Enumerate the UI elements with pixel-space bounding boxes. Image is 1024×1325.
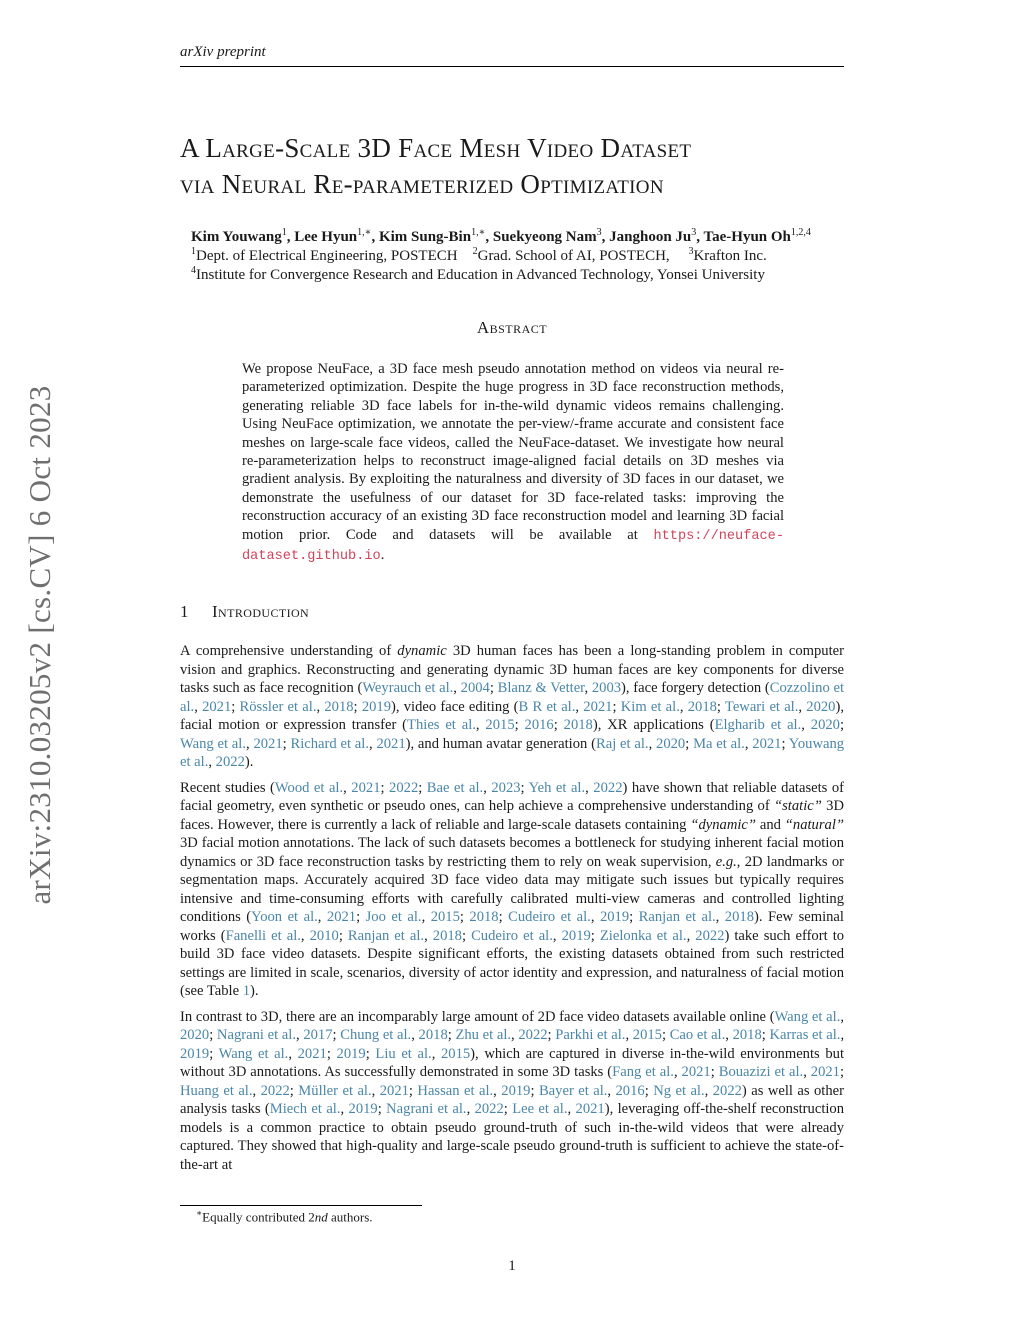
introduction-body: [180, 642, 844, 1181]
body-text: ,: [493, 1082, 502, 1099]
page-number: 1: [508, 1258, 516, 1274]
affiliation: Grad. School of AI, POSTECH,: [477, 248, 670, 264]
body-text: ;: [530, 1082, 539, 1099]
citation-link[interactable]: Karras et al.: [769, 1027, 841, 1043]
citation-link[interactable]: Bae et al.: [426, 779, 484, 796]
citation-link[interactable]: B R et al.: [518, 698, 576, 715]
citation-link[interactable]: Cozzolino et al.: [180, 680, 845, 715]
affil-mark: 2: [472, 246, 478, 257]
body-text: ,: [575, 698, 584, 715]
author-block: [191, 228, 891, 285]
body-text: ;: [356, 909, 366, 925]
author-affil-mark: 1,∗: [471, 227, 486, 238]
running-header: arXiv preprint: [180, 44, 266, 60]
body-text: ,: [715, 909, 725, 925]
citation-link[interactable]: 2022: [215, 754, 245, 770]
body-text: ,: [288, 1045, 298, 1062]
body-text: 3D faces. However, there is currently a lack of reliable and large-scale datasets containing: [180, 798, 844, 833]
citation-link[interactable]: 2021: [752, 735, 782, 752]
body-text: ,: [368, 735, 377, 752]
citation-link[interactable]: 2022: [260, 1082, 290, 1099]
footnote: [196, 1208, 373, 1225]
affil-mark: 3: [688, 246, 694, 257]
body-text: ,: [252, 1082, 261, 1099]
citation-link[interactable]: Joo et al.: [365, 909, 422, 925]
body-text: ;: [761, 1027, 770, 1043]
citation-link[interactable]: Zhu et al.: [455, 1027, 512, 1043]
body-text: ).: [244, 754, 254, 770]
citation-link[interactable]: 2018: [469, 909, 499, 925]
body-text: ,: [453, 680, 461, 696]
body-text: ). Few seminal works (: [180, 909, 844, 944]
footnote-text: Equally contributed 2: [202, 1209, 315, 1225]
body-text: ,: [431, 1045, 441, 1062]
section-title: Introduction: [212, 602, 310, 621]
body-text: ;: [365, 1045, 376, 1062]
citation-link[interactable]: 2018: [324, 698, 354, 715]
body-text: ,: [424, 927, 433, 944]
citation-link[interactable]: Liu et al.: [375, 1045, 432, 1062]
citation-link[interactable]: Cao et al.: [669, 1027, 726, 1043]
footnote-italic: nd: [314, 1209, 328, 1225]
citation-link[interactable]: Fanelli et al.: [225, 927, 301, 944]
body-text: ;: [661, 1027, 670, 1043]
citation-link[interactable]: 2021: [297, 1045, 327, 1062]
abstract-heading: Abstract: [476, 318, 548, 337]
emphasis-text: “natural”: [784, 816, 844, 833]
citation-link[interactable]: 2003: [591, 680, 622, 696]
body-text: A comprehensive understanding of: [180, 643, 398, 659]
body-text: , 2D landmarks or segmentation maps. Accurately acquired 3D face video data may mitigate such issues but typically requires intensive and time-consuming efforts with carefully calibrated multi-view cameras and controlled lighting conditions (: [180, 853, 844, 925]
citation-link[interactable]: Nagrani et al.: [386, 1101, 467, 1117]
body-text: ,: [343, 779, 352, 796]
body-text: In contrast to 3D, there are an incomparably large amount of 2D face video datasets available online (: [180, 1008, 775, 1025]
title-line-2: via Neural Re-parameterized Optimization: [180, 169, 664, 199]
author-affil-mark: 1,2,4: [790, 227, 811, 238]
citation-link[interactable]: Wang et al.: [180, 735, 246, 752]
emphasis-text: e.g.: [715, 853, 737, 870]
affiliations-line-1: [191, 247, 891, 266]
author-name: Tae-Hyun Oh: [703, 229, 791, 245]
citation-link[interactable]: Ng et al.: [653, 1082, 705, 1099]
body-text: ;: [716, 698, 725, 715]
affil-mark: 4: [191, 265, 196, 276]
body-text: ;: [408, 1082, 418, 1099]
citation-link[interactable]: Wang et al.: [774, 1008, 841, 1025]
citation-link[interactable]: 2004: [460, 680, 490, 696]
project-url-link[interactable]: https://neuface-dataset.github.io: [242, 528, 784, 565]
body-text: ) have shown that reliable datasets of facial geometry, even synthetic or pseudo ones, can help achieve a comprehensive understanding of: [180, 779, 845, 814]
citation-link[interactable]: Zielonka et al.: [599, 927, 687, 944]
body-text: ,: [466, 1101, 475, 1117]
citation-link[interactable]: 2022: [518, 1027, 548, 1043]
header-rule: [180, 66, 844, 67]
citation-link[interactable]: Chung et al.: [340, 1027, 412, 1043]
author-name: Lee Hyun: [294, 229, 358, 245]
body-text: ;: [781, 735, 789, 752]
citation-link[interactable]: 2021: [810, 1064, 840, 1080]
body-text: ,: [801, 717, 811, 733]
body-text: ,: [704, 1082, 713, 1099]
citation-link[interactable]: Yoon et al.: [251, 909, 318, 925]
body-text: ), and human avatar generation (: [405, 735, 596, 752]
citation-link[interactable]: 2018: [432, 927, 462, 944]
body-text: ;: [489, 680, 498, 696]
body-text: ;: [209, 1027, 217, 1043]
emphasis-text: dynamic: [397, 643, 447, 659]
footnote-rule: [180, 1205, 422, 1206]
body-text: ), which are captured in diverse in-the-wild environments but without 3D annotations. As successfully demonstrated in some 3D tasks (: [180, 1045, 845, 1080]
citation-link[interactable]: 2017: [303, 1027, 333, 1043]
body-text: ;: [377, 1101, 387, 1117]
arxiv-identifier: arXiv:2310.03205v2 [cs.CV] 6 Oct 2023: [22, 385, 57, 905]
body-text: 3D human faces has been a long-standing problem in computer vision and graphics. Reconstructing and generating dynamic 3D human faces are key components for diverse tasks such as face recognition (: [180, 643, 844, 696]
citation-link[interactable]: 2015: [632, 1027, 662, 1043]
citation-link[interactable]: Bouazizi et al.: [718, 1064, 804, 1080]
author-name: Janghoon Ju: [609, 229, 692, 245]
body-text: ), face forgery detection (: [621, 680, 770, 696]
citation-link[interactable]: 2021: [351, 779, 381, 796]
author-affil-mark: 1: [281, 227, 287, 238]
citation-link[interactable]: Youwang et al.: [180, 735, 845, 770]
citation-link[interactable]: 2015: [430, 909, 460, 925]
body-text: ,: [317, 909, 327, 925]
citation-link[interactable]: 2021: [326, 909, 357, 925]
citation-link[interactable]: Cudeiro et al.: [508, 909, 591, 925]
body-text: ,: [411, 1027, 419, 1043]
body-text: ,: [679, 698, 688, 715]
affiliation: Dept. of Electrical Engineering, POSTECH: [196, 248, 458, 264]
citation-link[interactable]: Ranjan et al.: [638, 909, 716, 925]
citation-link[interactable]: Rössler et al.: [239, 698, 317, 715]
citation-link[interactable]: 2019: [361, 698, 392, 715]
body-text: ;: [289, 1082, 299, 1099]
citation-link[interactable]: 2021: [681, 1064, 711, 1080]
citation-link[interactable]: Ranjan et al.: [347, 927, 425, 944]
citation-link[interactable]: 2010: [309, 927, 339, 944]
body-text: ,: [607, 1082, 616, 1099]
section-heading-introduction: [180, 602, 309, 622]
body-text: ;: [710, 1064, 719, 1080]
body-text: ;: [326, 1045, 337, 1062]
body-text: ;: [503, 1101, 513, 1117]
citation-link[interactable]: Weyrauch et al.: [362, 680, 454, 696]
citation-link[interactable]: Blanz & Vetter: [497, 680, 585, 696]
body-text: ) as well as other analysis tasks (: [180, 1082, 844, 1117]
body-text: ;: [231, 698, 240, 715]
citation-link[interactable]: 2021: [379, 1082, 409, 1099]
citation-link[interactable]: Richard et al.: [290, 735, 369, 752]
citation-link[interactable]: Bayer et al.: [538, 1082, 608, 1099]
abstract-text: We propose NeuFace, a 3D face mesh pseudo annotation method on videos via neural re-parameterized optimization. Despite the huge progress in 3D face reconstruction methods, generating reliable 3D face labels for in-the-wild dynamic videos remains challenging. Using NeuFace optimization, we annotate the per-view/-frame accurate and consistent face meshes on large-scale face videos, called the NeuFace-dataset. We investigate how neural re-parameterization helps to reconstruct image-aligned facial details on 3D meshes via gradient analysis. By exploiting the naturalness and diversity of 3D faces in our dataset, we demonstrate the usefulness of our dataset for 3D face-related tasks: improving the reconstruction accuracy of an existing 3D face reconstruction model and learning 3D facial motion prior. Code and datasets will be available at: [242, 361, 784, 543]
citation-link[interactable]: 2022: [389, 779, 419, 796]
body-text: ), video face editing (: [391, 698, 519, 715]
citation-link[interactable]: 2016: [524, 717, 554, 733]
body-text: ;: [644, 1082, 654, 1099]
body-text: ;: [553, 717, 564, 733]
citation-link[interactable]: Nagrani et al.: [216, 1027, 296, 1043]
body-text: ;: [547, 1027, 556, 1043]
citation-link[interactable]: Elgharib et al.: [714, 717, 802, 733]
author-name: Kim Youwang: [191, 229, 282, 245]
body-text: ;: [447, 1027, 456, 1043]
footnote-mark: ∗: [196, 1208, 203, 1218]
citation-link[interactable]: 2019: [561, 927, 591, 944]
citation-link[interactable]: Kim et al.: [620, 698, 680, 715]
body-text: ,: [316, 698, 325, 715]
citation-link[interactable]: Müller et al.: [298, 1082, 372, 1099]
body-text: ,: [340, 1101, 349, 1117]
citation-link[interactable]: 2019: [336, 1045, 366, 1062]
body-text: ,: [648, 735, 657, 752]
affiliation: Krafton Inc.: [693, 248, 767, 264]
citation-link[interactable]: 2020: [806, 698, 836, 715]
citation-link[interactable]: Yeh et al.: [528, 779, 586, 796]
citation-link[interactable]: 2021: [202, 698, 232, 715]
citation-link[interactable]: 2019: [180, 1045, 210, 1062]
citation-link[interactable]: 2022: [712, 1082, 742, 1099]
citation-link[interactable]: 2015: [485, 717, 515, 733]
citation-link[interactable]: 2022: [593, 779, 623, 796]
body-text: ;: [380, 779, 390, 796]
body-text: ,: [371, 1082, 380, 1099]
body-text: ,: [245, 735, 254, 752]
body-text: ).: [250, 983, 259, 999]
body-text: ;: [338, 927, 348, 944]
body-text: ;: [514, 717, 525, 733]
citation-link[interactable]: 2018: [687, 698, 717, 715]
citation-link[interactable]: 2021: [253, 735, 283, 752]
citation-link[interactable]: 2015: [440, 1045, 471, 1062]
section-number: 1: [180, 602, 189, 621]
author-name: Kim Sung-Bin: [378, 229, 472, 245]
body-text: ,: [744, 735, 753, 752]
citation-link[interactable]: 2020: [180, 1027, 210, 1043]
author-affil-mark: 1,∗: [357, 227, 372, 238]
citation-link[interactable]: 2020: [656, 735, 686, 752]
title-line-1: A Large-Scale 3D Face Mesh Video Dataset: [180, 133, 692, 163]
emphasis-text: “dynamic”: [690, 816, 756, 833]
citation-link[interactable]: 2018: [724, 909, 754, 925]
body-text: ;: [629, 909, 639, 925]
body-text: ,: [686, 927, 696, 944]
body-text: ,: [625, 1027, 633, 1043]
citation-link[interactable]: 2021: [376, 735, 406, 752]
footnote-text-end: authors.: [327, 1209, 373, 1225]
citation-link[interactable]: Huang et al.: [180, 1082, 253, 1099]
body-text: ,: [300, 927, 310, 944]
body-text: ,: [803, 1064, 811, 1080]
body-text: ;: [498, 909, 509, 925]
citation-link[interactable]: Wood et al.: [274, 779, 344, 796]
body-text: ;: [590, 927, 600, 944]
body-text: ;: [209, 1045, 219, 1062]
citation-link[interactable]: 2019: [501, 1082, 531, 1099]
body-text: ;: [612, 698, 621, 715]
citation-link[interactable]: 2022: [474, 1101, 504, 1117]
citation-link[interactable]: 2018: [418, 1027, 448, 1043]
emphasis-text: “static”: [774, 798, 822, 814]
body-text: ;: [282, 735, 291, 752]
body-text: ,: [590, 909, 600, 925]
citation-link[interactable]: 2016: [615, 1082, 645, 1099]
body-text: ,: [840, 1008, 844, 1025]
body-text: ,: [584, 680, 592, 696]
affiliation: Institute for Convergence Research and Education in Advanced Technology, Yonsei University: [196, 267, 765, 283]
body-text: ;: [839, 717, 845, 733]
citation-link[interactable]: 2021: [575, 1101, 605, 1117]
citation-link[interactable]: 2019: [348, 1101, 378, 1117]
author-affil-mark: 3: [691, 227, 697, 238]
body-text: ,: [475, 717, 486, 733]
citation-link[interactable]: 2019: [599, 909, 630, 925]
body-text: ,: [511, 1027, 519, 1043]
abstract-body: [242, 360, 784, 566]
author-name: Suekyeong Nam: [492, 229, 597, 245]
body-text: ;: [520, 779, 529, 796]
body-text: and: [756, 816, 785, 833]
citation-link[interactable]: Hassan et al.: [417, 1082, 494, 1099]
body-text: ), leveraging off-the-shelf reconstruction models is a common practice to obtain pseudo ground-truth of such in-the-wild videos that were already captured. They showed that high-quality and large-scale pseudo ground-truth is sufficient to achieve the state-of-the-art at: [180, 1101, 845, 1173]
citation-link[interactable]: Raj et al.: [595, 735, 649, 752]
paragraph: [180, 642, 844, 772]
body-text: ,: [295, 1027, 304, 1043]
author-list: Kim Youwang$^1$, Lee Hyun$^{1,∗}$, Kim Sung-Bin$^{1,∗}$, Suekyeong Nam$^3$, Janghoon Ju$^3$, Tae-Hyun Oh$^{1,2,4}$: [191, 227, 811, 245]
body-text: ,: [673, 1064, 682, 1080]
citation-link[interactable]: 2021: [583, 698, 613, 715]
body-text: ), facial motion or expression transfer (: [180, 698, 844, 733]
citation-link[interactable]: Tewari et al.: [724, 698, 799, 715]
citation-link[interactable]: Lee et al.: [512, 1101, 568, 1117]
body-text: ,: [567, 1101, 576, 1117]
body-text: ,: [798, 698, 807, 715]
citation-link[interactable]: 2018: [563, 717, 593, 733]
abstract-end: .: [380, 547, 385, 564]
paragraph: [180, 1008, 844, 1175]
body-text: ,: [585, 779, 594, 796]
citation-link[interactable]: Fang et al.: [612, 1064, 674, 1080]
body-text: ,: [725, 1027, 733, 1043]
affiliations-line-2: [191, 266, 891, 285]
citation-link[interactable]: 1: [242, 983, 251, 999]
author-affil-mark: 3: [596, 227, 602, 238]
citation-link[interactable]: 2022: [695, 927, 725, 944]
body-text: ) take such effort to build 3D face video datasets. Despite significant efforts, the existing datasets obtained from such restricted settings are limited in scale, scenarios, diversity of actor identity and expression, and naturalness of facial motion (see Table: [180, 927, 845, 999]
body-text: ,: [483, 779, 492, 796]
citation-link[interactable]: Miech et al.: [269, 1101, 341, 1117]
body-text: ;: [418, 779, 427, 796]
citation-link[interactable]: Cudeiro et al.: [471, 927, 553, 944]
citation-link[interactable]: 2018: [732, 1027, 762, 1043]
citation-link[interactable]: Parkhi et al.: [555, 1027, 626, 1043]
body-text: Recent studies (: [180, 779, 275, 796]
body-text: 3D facial motion annotations. The lack of such datasets becomes a bottleneck for studying inherent facial motion dynamics or 3D face reconstruction tasks by restricting them to rely on weak supervision,: [180, 835, 844, 870]
body-text: ,: [194, 698, 203, 715]
affil-mark: 1: [191, 246, 196, 257]
citation-link[interactable]: Thies et al.: [407, 717, 476, 733]
body-text: ;: [332, 1027, 341, 1043]
body-text: ), XR applications (: [592, 717, 715, 733]
paper-title: [180, 130, 860, 202]
citation-link[interactable]: Ma et al.: [693, 735, 745, 752]
body-text: ,: [840, 1027, 845, 1043]
citation-link[interactable]: 2020: [810, 717, 840, 733]
body-text: ;: [353, 698, 362, 715]
body-text: ,: [421, 909, 431, 925]
citation-link[interactable]: 2023: [491, 779, 521, 796]
body-text: ;: [459, 909, 470, 925]
body-text: ,: [552, 927, 562, 944]
citation-link[interactable]: Wang et al.: [218, 1045, 289, 1062]
body-text: ;: [685, 735, 694, 752]
body-text: ,: [208, 754, 216, 770]
body-text: ;: [461, 927, 472, 944]
paragraph: [180, 779, 844, 1001]
body-text: ;: [839, 1064, 845, 1080]
